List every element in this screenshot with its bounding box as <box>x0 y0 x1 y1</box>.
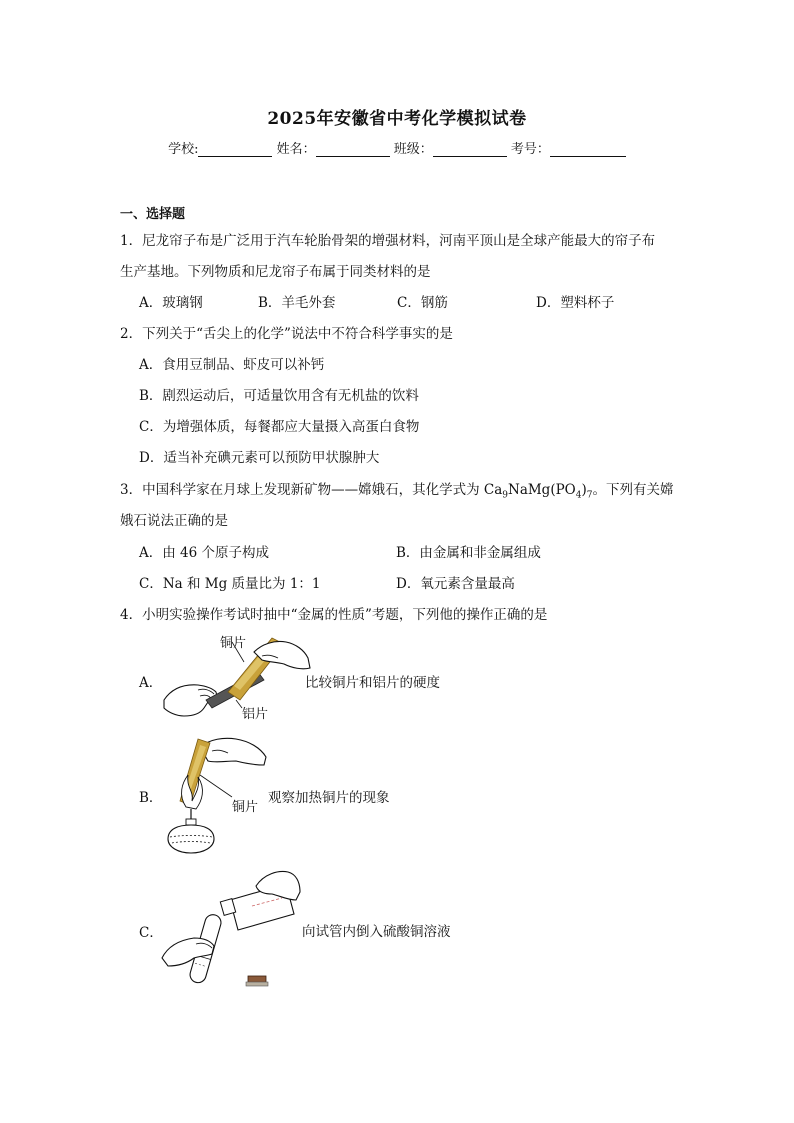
q4-option-a[interactable]: A． <box>139 675 163 691</box>
q2-stem: 2．下列关于“舌尖上的化学”说法中不符合科学事实的是 <box>120 326 453 342</box>
exam-number-label: 考号： <box>510 142 550 157</box>
label-copper-a: 铜片 <box>220 636 247 651</box>
q4-stem: 4．小明实验操作考试时抽中“金属的性质”考题，下列他的操作正确的是 <box>120 607 548 623</box>
class-blank[interactable] <box>433 142 507 157</box>
class-label: 班级： <box>393 142 433 157</box>
school-label: 学校: <box>168 142 199 157</box>
q2-option-b[interactable]: B．剧烈运动后，可适量饮用含有无机盐的饮料 <box>139 388 419 404</box>
label-aluminum-a: 铝片 <box>242 707 269 722</box>
caption-a: 比较铜片和铝片的硬度 <box>305 675 440 691</box>
q2-option-d[interactable]: D．适当补充碘元素可以预防甲状腺肿大 <box>139 450 380 466</box>
exam-title: 2025年安徽省中考化学模拟试卷 <box>267 109 527 129</box>
q1-stem-line1: 1．尼龙帘子布是广泛用于汽车轮胎骨架的增强材料，河南平顶山是全球产能最大的帘子布 <box>120 233 656 249</box>
student-info-row <box>0 138 794 157</box>
q4-option-c[interactable]: C． <box>139 925 163 941</box>
figure-heat-copper <box>160 735 280 855</box>
exam-number-blank[interactable] <box>550 142 626 157</box>
q4-option-b[interactable]: B． <box>139 790 163 806</box>
section-heading: 一、选择题 <box>120 207 186 222</box>
q3-option-d[interactable]: D．氧元素含量最高 <box>396 576 515 592</box>
q1-option-b[interactable]: B．羊毛外套 <box>258 295 336 311</box>
label-copper-b: 铜片 <box>232 800 259 815</box>
q3-stem-line2: 娥石说法正确的是 <box>120 513 228 529</box>
name-blank[interactable] <box>316 142 390 157</box>
q1-option-c[interactable]: C．钢筋 <box>397 295 448 311</box>
figure-pour-solution <box>160 866 305 991</box>
q1-stem-line2: 生产基地。下列物质和尼龙帘子布属于同类材料的是 <box>120 264 431 280</box>
q2-option-c[interactable]: C．为增强体质，每餐都应大量摄入高蛋白食物 <box>139 419 420 435</box>
school-blank[interactable] <box>198 142 272 157</box>
q3-option-c[interactable]: C．Na 和 Mg 质量比为 1：1 <box>139 576 321 592</box>
name-label: 姓名： <box>276 142 316 157</box>
caption-b: 观察加热铜片的现象 <box>268 790 390 806</box>
q3-stem-line1: 3．中国科学家在月球上发现新矿物——嫦娥石，其化学式为 $Ca_9NaMg(PO_4)_7$。下列有关嫦 <box>120 482 674 501</box>
q1-option-a[interactable]: A．玻璃钢 <box>139 295 203 311</box>
q1-option-d[interactable]: D．塑料杯子 <box>536 295 615 311</box>
q2-option-a[interactable]: A．食用豆制品、虾皮可以补钙 <box>139 357 325 373</box>
caption-c: 向试管内倒入硫酸铜溶液 <box>302 924 451 940</box>
q3-option-b[interactable]: B．由金属和非金属组成 <box>396 545 541 561</box>
q3-option-a[interactable]: A．由 46 个原子构成 <box>139 545 270 561</box>
